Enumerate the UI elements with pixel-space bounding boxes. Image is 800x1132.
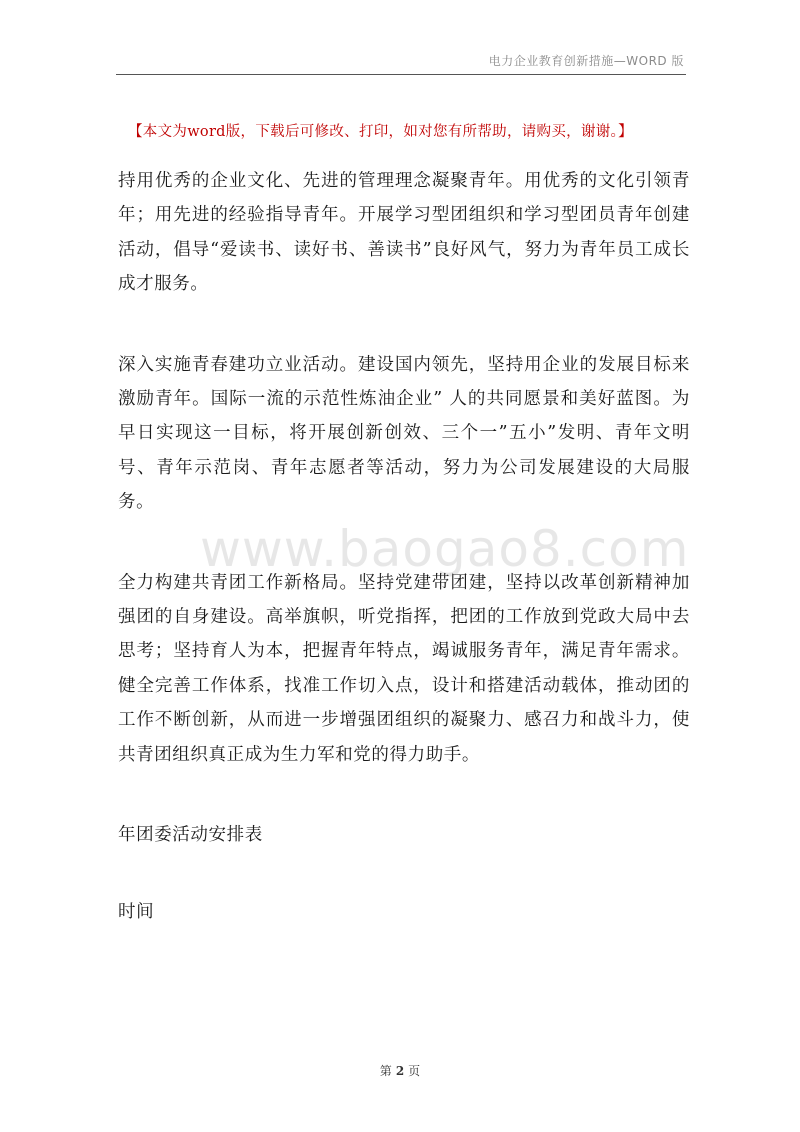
paragraph-league-work: 全力构建共青团工作新格局。坚持党建带团建，坚持以改革创新精神加强团的自身建设。高举旗帜，听党指挥，把团的工作放到党政大局中去思考；坚持育人为本，把握青年特点，竭诚服务青年，满足青年需求。健全完善工作体系，找准工作切入点，设计和搭建活动载体，推动团的工作不断创新，从而进一步增强团组织的凝聚力、感召力和战斗力，使共青团组织真正成为生力军和党的得力助手。 [118, 572, 690, 765]
paragraph-schedule-heading: 年团委活动安排表 [118, 825, 263, 846]
header-divider [116, 74, 686, 75]
document-body [118, 164, 690, 971]
watermark-text: www.baogao8.com [200, 520, 690, 578]
page-footer [0, 1062, 800, 1079]
page-footer-suffix: 页 [408, 1064, 421, 1078]
document-header-title: 电力企业教育创新措施—WORD 版 [488, 54, 684, 68]
paragraph-youth-culture: 持用优秀的企业文化、先进的管理理念凝聚青年。用优秀的文化引领青年；用先进的经验指导青年。开展学习型团组织和学习型团员青年创建活动，倡导“爱读书、读好书、善读书”良好风气，努力为青年员工成长成才服务。 [118, 171, 690, 295]
page-footer-prefix: 第 [379, 1064, 392, 1078]
paragraph-time-label: 时间 [118, 901, 155, 922]
page-number: 2 [395, 1064, 405, 1078]
purchase-notice: 【本文为word版，下载后可修改、打印，如对您有所帮助，请购买，谢谢。】 [128, 124, 633, 140]
paragraph-youth-achievement: 深入实施青春建功立业活动。建设国内领先，坚持用企业的发展目标来激励青年。国际一流的示范性炼油企业” 人的共同愿景和美好蓝图。为早日实现这一目标，将开展创新创效、三个一”五小”发明、青年文明号、青年示范岗、青年志愿者等活动，努力为公司发展建设的大局服务。 [118, 354, 690, 513]
